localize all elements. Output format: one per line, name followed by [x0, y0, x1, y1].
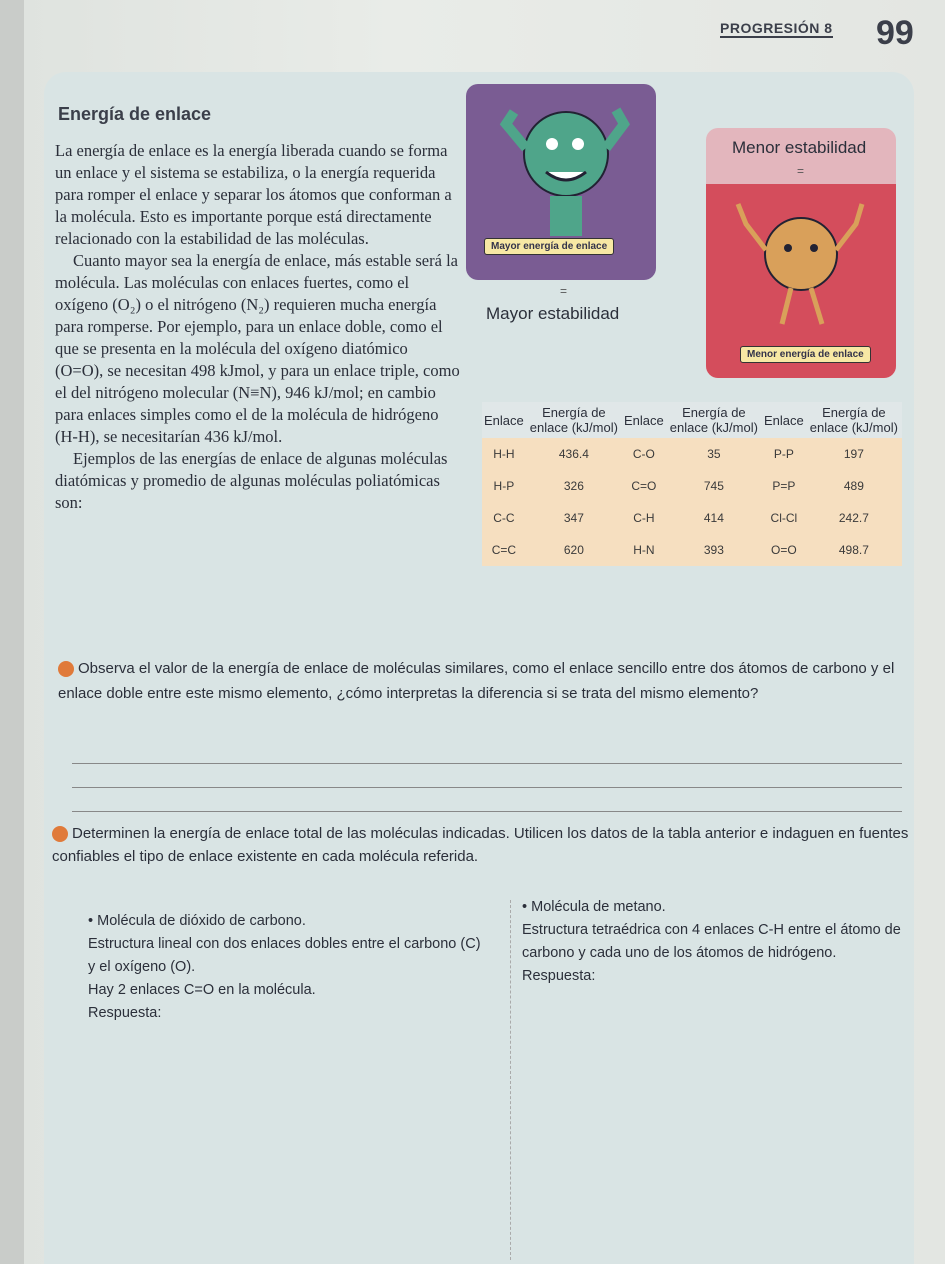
answer-line[interactable]: [72, 787, 902, 788]
table-cell: H-N: [622, 534, 666, 566]
col-header: Enlace: [762, 402, 806, 438]
table-cell: H-H: [482, 438, 526, 470]
table-cell: 393: [666, 534, 762, 566]
table-cell: 489: [806, 470, 902, 502]
paragraph-2: Cuanto mayor sea la energía de enlace, más estable será la molécula. Las moléculas con enlaces fuertes, como el oxígeno (O₂) o el nitrógeno (N₂) requieren mucha energía para romperse. Por ejemplo, para un enlace doble, como el que se presenta en la molécula del oxígeno diatómico (O=O), se necesitan 498 kJmol, y para un enlace triple, como el del nitrógeno molecular (N≡N), 946 kJ/mol; en cambio para enlaces simples como el de la molécula de hidrógeno (H-H), se necesitarían 436 kJ/mol.: [55, 251, 460, 446]
bond-energy-table: [482, 402, 902, 566]
table-cell: 35: [666, 438, 762, 470]
table-cell: 436.4: [526, 438, 622, 470]
col-header: Energía de enlace (kJ/mol): [666, 402, 762, 438]
table-cell: 326: [526, 470, 622, 502]
answer-line[interactable]: [72, 763, 902, 764]
col-header: Enlace: [622, 402, 666, 438]
table-row: [482, 470, 902, 502]
table-cell: P-P: [762, 438, 806, 470]
column-divider: [510, 900, 512, 1260]
table-cell: H-P: [482, 470, 526, 502]
high-energy-illustration: [466, 84, 656, 280]
paragraph-3: Ejemplos de las energías de enlace de algunas moléculas diatómicas y promedio de algunas moléculas poliatómicas son:: [55, 449, 448, 512]
col-header: Energía de enlace (kJ/mol): [806, 402, 902, 438]
higher-stability-caption: Mayor estabilidad: [486, 304, 620, 323]
co2-description: Estructura lineal con dos enlaces dobles entre el carbono (C) y el oxígeno (O).: [88, 936, 481, 975]
table-cell: C-H: [622, 502, 666, 534]
methane-title: • Molécula de metano.: [522, 899, 666, 915]
table-cell: 414: [666, 502, 762, 534]
col-header: Energía de enlace (kJ/mol): [526, 402, 622, 438]
equals-sign-2: =: [797, 164, 805, 178]
paragraph-1: La energía de enlace es la energía liberada cuando se forma un enlace y el sistema se estabiliza, o la energía requerida para romper el enlace y separar los átomos que conforman a la molécula. Esto es importante porque está directamente relacionado con la estabilidad de las moléculas.: [55, 141, 452, 248]
methane-answer-label: Respuesta:: [522, 968, 596, 984]
answer-line[interactable]: [72, 811, 902, 812]
table-cell: O=O: [762, 534, 806, 566]
question-2-text: Determinen la energía de enlace total de las moléculas indicadas. Utilicen los datos de la tabla anterior e indaguen en fuentes confiables el tipo de enlace existente en cada molécula referida.: [52, 825, 909, 865]
table-cell: C-O: [622, 438, 666, 470]
page-header: [720, 14, 920, 52]
methane-description: Estructura tetraédrica con 4 enlaces C-H entre el átomo de carbono y cada uno de los átomos de hidrógeno.: [522, 922, 901, 961]
table-cell: Cl-Cl: [762, 502, 806, 534]
individual-activity-icon: [58, 661, 74, 677]
question-1-text: Observa el valor de la energía de enlace de moléculas similares, como el enlace sencillo entre dos átomos de carbono y el enlace doble entre este mismo elemento, ¿cómo interpretas la diferencia si se trata del mismo elemento?: [58, 660, 895, 702]
table-cell: C=C: [482, 534, 526, 566]
table-header-row: [482, 402, 902, 438]
co2-note: Hay 2 enlaces C=O en la molécula.: [88, 982, 316, 998]
table-cell: C-C: [482, 502, 526, 534]
answer-lines[interactable]: [72, 740, 902, 812]
pair-activity-icon: [52, 826, 68, 842]
co2-title: • Molécula de dióxido de carbono.: [88, 913, 306, 929]
table-cell: 620: [526, 534, 622, 566]
table-cell: C=O: [622, 470, 666, 502]
table-row: [482, 438, 902, 470]
co2-exercise: [88, 910, 488, 1025]
intro-text: [55, 140, 460, 514]
section-title: Energía de enlace: [58, 104, 212, 124]
lower-stability-caption: Menor estabilidad: [732, 138, 867, 157]
question-1: [58, 656, 908, 706]
table-cell: 498.7: [806, 534, 902, 566]
low-energy-badge: Menor energía de enlace: [740, 346, 871, 363]
table-cell: 242.7: [806, 502, 902, 534]
high-energy-badge: Mayor energía de enlace: [484, 238, 614, 255]
table-row: [482, 502, 902, 534]
table-cell: 745: [666, 470, 762, 502]
co2-answer-label: Respuesta:: [88, 1005, 162, 1021]
table-row: [482, 534, 902, 566]
question-2: [52, 822, 912, 868]
table-cell: P=P: [762, 470, 806, 502]
progression-label: PROGRESIÓN 8: [720, 20, 833, 36]
page-number: 99: [876, 14, 914, 52]
table-cell: 347: [526, 502, 622, 534]
equals-sign-1: =: [560, 284, 568, 298]
table-cell: 197: [806, 438, 902, 470]
col-header: Enlace: [482, 402, 526, 438]
methane-exercise: [522, 896, 912, 988]
